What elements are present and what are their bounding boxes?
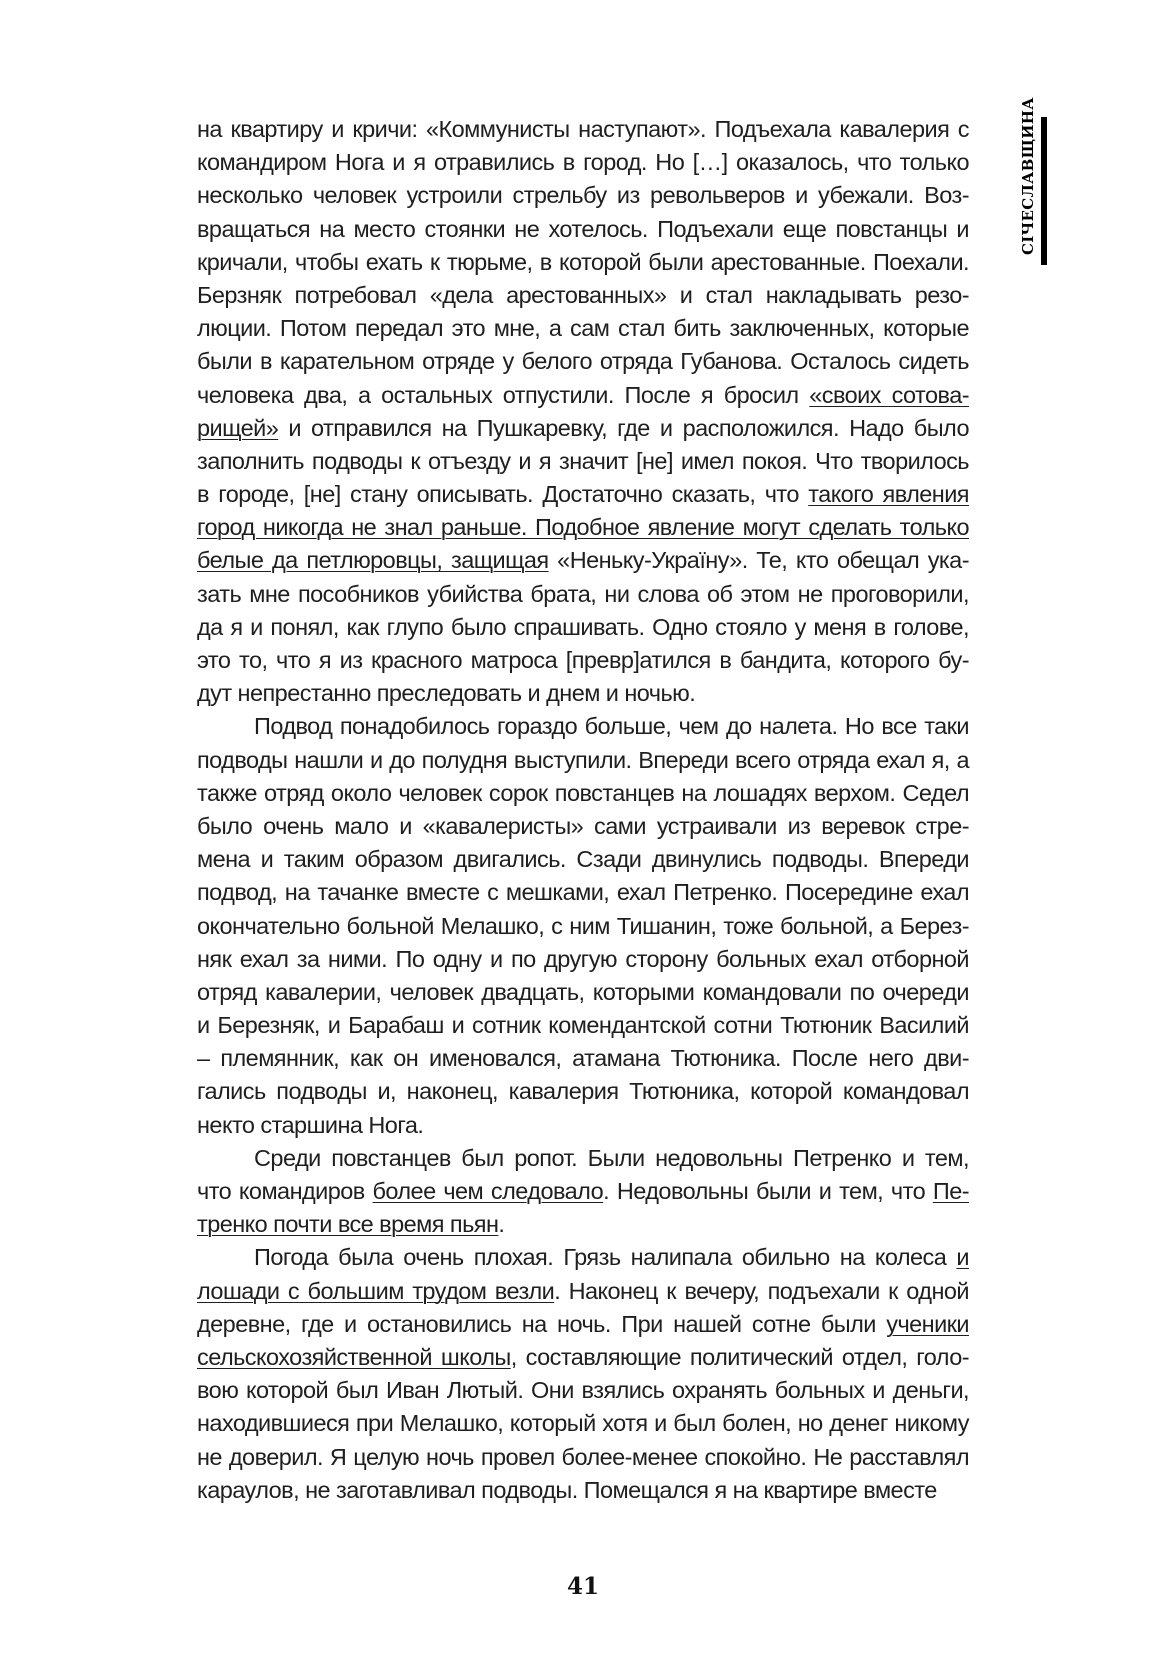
text-line: [197, 910, 969, 943]
text-segment: находившиеся при Мелашко, который хотя и был болен, но денег никому: [197, 1410, 969, 1437]
text-line: [197, 677, 969, 710]
text-line: [197, 1407, 969, 1440]
text-segment: заполнить подводы к отъезду и я значит [не] имел покоя. Что творилось: [197, 447, 969, 474]
text-line: [197, 710, 969, 743]
text-line: [197, 1341, 969, 1374]
paragraph: [197, 1142, 969, 1242]
text-segment: мена и таким образом двигались. Сзади двинулись подводы. Впереди: [197, 846, 969, 873]
text-line: [197, 1374, 969, 1407]
text-segment: некто старшина Нога.: [197, 1111, 424, 1138]
text-segment: не доверил. Я целую ночь провел более-менее спокойно. Не расставлял: [197, 1443, 969, 1470]
text-segment: .: [498, 1211, 505, 1238]
text-line: [197, 1142, 969, 1175]
side-rule: [1041, 117, 1047, 265]
underlined-text: белые да петлюровцы, защищая: [197, 547, 549, 574]
text-segment: Погода была очень плохая. Грязь налипала обильно на колеса: [254, 1244, 957, 1271]
text-segment: , составляющие политический отдел, голо-: [510, 1343, 969, 1370]
text-line: [197, 1241, 969, 1274]
text-line: [197, 1474, 969, 1507]
text-segment: вращаться на место стоянки не хотелось. Подъехали еще повстанцы и: [197, 215, 969, 242]
text-segment: в городе, [не] стану описывать. Достаточно сказать, что: [197, 481, 809, 508]
text-line: [197, 312, 969, 345]
text-line: [197, 1042, 969, 1075]
paragraph: [197, 113, 969, 710]
text-segment: дут непрестанно преследовать и днем и ночью.: [197, 680, 696, 707]
text-line: [197, 843, 969, 876]
text-segment: несколько человек устроили стрельбу из револьверов и убежали. Воз-: [197, 182, 969, 209]
text-line: [197, 1109, 969, 1142]
underlined-text: Пе-: [932, 1178, 969, 1204]
text-segment: это то, что я из красного матроса [превр]атился в бандита, которого бу-: [197, 647, 969, 673]
text-segment: и отправился на Пушкаревку, где и расположился. Надо было: [278, 414, 969, 441]
text-line: [197, 511, 969, 544]
text-line: [197, 146, 969, 179]
text-segment: гались подводы и, наконец, кавалерия Тютюника, которой командовал: [197, 1078, 969, 1105]
text-segment: няк ехал за ними. По одну и по другую сторону больных ехал отборной: [197, 945, 969, 972]
underlined-text: тренко почти все время пьян: [197, 1211, 499, 1238]
text-segment: . Наконец к вечеру, подъехали к одной: [554, 1277, 969, 1304]
text-line: [197, 1075, 969, 1108]
page-number: 41: [566, 1573, 599, 1600]
underlined-text: рищей»: [197, 414, 279, 441]
text-segment: . Недовольны были и тем, что: [603, 1178, 933, 1204]
text-line: [197, 445, 969, 478]
text-segment: также отряд около человек сорок повстанцев на лошадях верхом. Седел: [197, 779, 969, 806]
text-line: [197, 113, 969, 146]
text-segment: деревне, где и остановились на ночь. При нашей сотне были: [197, 1310, 887, 1337]
side-logo: [1003, 97, 1049, 265]
underlined-text: такого явления: [808, 481, 969, 508]
text-line: [197, 179, 969, 212]
text-segment: на квартиру и кричи: «Коммунисты наступают». Подъехала кавалерия с: [197, 116, 969, 142]
text-segment: караулов, не заготавливал подводы. Помещался я на квартире вместе: [197, 1476, 937, 1503]
paragraph: [197, 1241, 969, 1507]
text-segment: командиром Нога и я отравились в город. Но […] оказалось, что только: [197, 149, 969, 176]
text-segment: зать мне пособников убийства брата, ни слова об этом не проговорили,: [197, 580, 969, 607]
text-line: [197, 1308, 969, 1341]
text-line: [197, 644, 969, 677]
text-segment: было очень мало и «кавалеристы» сами устраивали из веревок стре-: [197, 812, 969, 839]
text-line: [197, 412, 969, 445]
text-segment: были в карательном отряде у белого отряда Губанова. Осталось сидеть: [197, 348, 969, 375]
text-segment: люции. Потом передал это мне, а сам стал бить заключенных, которые: [197, 315, 969, 342]
side-logo-text: СІЧЕСЛАВЩИНА: [1019, 97, 1037, 255]
underlined-text: сельскохозяйственной школы: [197, 1343, 511, 1370]
text-segment: кричали, чтобы ехать к тюрьме, в которой были арестованные. Поехали.: [197, 248, 969, 275]
text-segment: подводы нашли и до полудня выступили. Впереди всего отряда ехал я, а: [197, 746, 969, 773]
text-segment: человека два, а остальных отпустили. После я бросил: [197, 381, 810, 408]
text-segment: отряд кавалерии, человек двадцать, которыми командовали по очереди: [197, 978, 969, 1005]
underlined-text: город никогда не знал раньше. Подобное явление могут сделать только: [197, 514, 969, 541]
text-line: [197, 478, 969, 511]
text-line: [197, 744, 969, 777]
text-line: [197, 777, 969, 810]
text-line: [197, 1175, 969, 1208]
paragraph: [197, 710, 969, 1141]
text-segment: да я и понял, как глупо было спрашивать. Одно стояло у меня в голове,: [197, 613, 969, 640]
underlined-text: и: [956, 1244, 969, 1271]
underlined-text: лошади с большим трудом везли: [197, 1277, 555, 1304]
text-segment: – племянник, как он именовался, атамана Тютюника. После него дви-: [197, 1045, 969, 1072]
text-line: [197, 379, 969, 412]
text-segment: Среди повстанцев был ропот. Были недовольны Петренко и тем,: [254, 1144, 969, 1171]
text-line: [197, 1441, 969, 1474]
underlined-text: «своих сотова-: [809, 381, 969, 408]
body-text: [197, 113, 969, 1507]
text-segment: вою которой был Иван Лютый. Они взялись охранять больных и деньги,: [197, 1377, 969, 1404]
text-line: [197, 876, 969, 909]
text-segment: окончательно больной Мелашко, с ним Тишанин, тоже больной, а Берез-: [197, 912, 969, 939]
text-line: [197, 345, 969, 378]
text-segment: Берзняк потребовал «дела арестованных» и стал накладывать резо-: [197, 281, 969, 308]
text-line: [197, 279, 969, 312]
text-line: [197, 1275, 969, 1308]
underlined-text: более чем следовало: [372, 1178, 604, 1204]
text-line: [197, 578, 969, 611]
text-segment: Подвод понадобилось гораздо больше, чем до налета. Но все таки: [254, 713, 969, 740]
underlined-text: ученики: [886, 1310, 969, 1337]
text-segment: что командиров: [197, 1178, 373, 1204]
text-line: [197, 544, 969, 577]
text-segment: «Неньку-Україну». Те, кто обещал ука-: [548, 547, 969, 574]
text-segment: подвод, на тачанке вместе с мешками, ехал Петренко. Посередине ехал: [197, 879, 969, 906]
text-line: [197, 1208, 969, 1241]
text-line: [197, 976, 969, 1009]
text-line: [197, 213, 969, 246]
text-line: [197, 246, 969, 279]
text-line: [197, 943, 969, 976]
text-line: [197, 611, 969, 644]
text-line: [197, 810, 969, 843]
text-line: [197, 1009, 969, 1042]
text-segment: и Березняк, и Барабаш и сотник комендантской сотни Тютюник Василий: [197, 1012, 969, 1039]
